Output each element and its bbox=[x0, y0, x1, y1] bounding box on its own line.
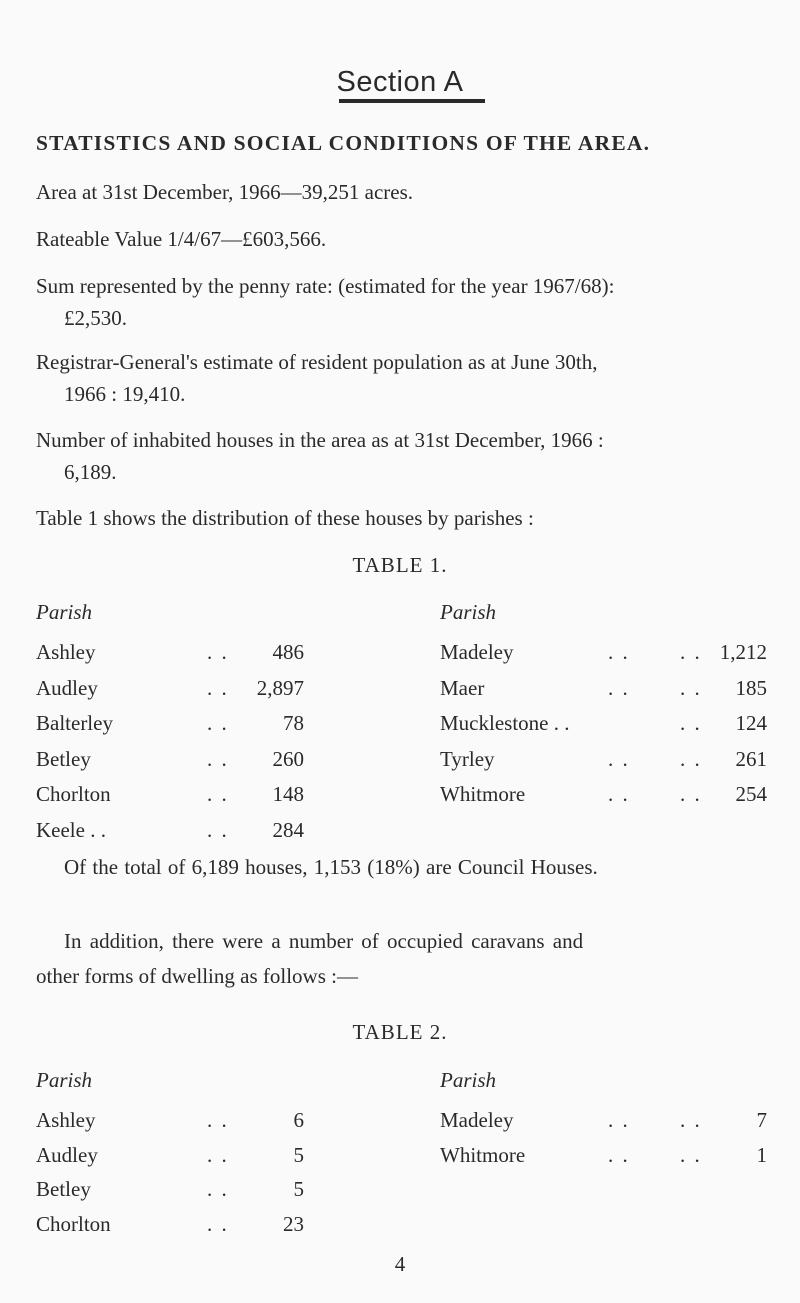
parish-name: Chorlton bbox=[36, 782, 111, 806]
table1-caption: TABLE 1. bbox=[352, 553, 448, 577]
leader-dots: . . bbox=[207, 640, 229, 664]
parish-value: 1,212 bbox=[719, 640, 767, 664]
parish-name: Mucklestone . . bbox=[440, 711, 570, 735]
parish-value: 78 bbox=[283, 711, 304, 735]
area-statement: Area at 31st December, 1966—39,251 acres. bbox=[36, 180, 414, 204]
population-line-1: Registrar-General's estimate of resident population as at June 30th, bbox=[36, 350, 598, 374]
page-number: 4 bbox=[394, 1252, 406, 1276]
leader-dots: . . bbox=[680, 1142, 702, 1167]
table2-left-header: Parish bbox=[36, 1068, 93, 1092]
parish-name: Tyrley bbox=[440, 746, 495, 771]
leader-dots: . . bbox=[207, 1211, 229, 1236]
leader-dots: . . bbox=[680, 711, 702, 735]
leader-dots: . . bbox=[608, 1108, 630, 1132]
table1-intro: Table 1 shows the distribution of these houses by parishes : bbox=[36, 506, 534, 530]
parish-name: Audley bbox=[36, 1142, 98, 1167]
parish-value: 7 bbox=[756, 1108, 767, 1132]
parish-name: Whitmore bbox=[440, 782, 526, 806]
section-title-underline bbox=[339, 99, 485, 103]
parish-name: Audley bbox=[36, 675, 98, 700]
parish-name: Keele . . bbox=[36, 817, 106, 842]
leader-dots: . . bbox=[680, 782, 702, 806]
leader-dots: . . bbox=[207, 675, 229, 700]
caravans-line-2: other forms of dwelling as follows :— bbox=[36, 964, 358, 988]
table2-caption: TABLE 2. bbox=[352, 1020, 448, 1044]
leader-dots: . . bbox=[608, 640, 630, 664]
leader-dots: . . bbox=[608, 1142, 630, 1167]
leader-dots: . . bbox=[207, 711, 229, 735]
parish-value: 5 bbox=[293, 1142, 304, 1167]
leader-dots: . . bbox=[207, 817, 229, 842]
parish-value: 284 bbox=[272, 817, 304, 842]
parish-value: 1 bbox=[756, 1142, 767, 1167]
leader-dots: . . bbox=[680, 640, 702, 664]
leader-dots: . . bbox=[608, 782, 630, 806]
page-heading: STATISTICS AND SOCIAL CONDITIONS OF THE AREA. bbox=[36, 131, 651, 155]
parish-name: Madeley bbox=[440, 1108, 514, 1132]
parish-name: Madeley bbox=[440, 640, 514, 664]
section-title: Section A bbox=[336, 66, 464, 98]
penny-rate-line-2: £2,530. bbox=[64, 306, 127, 330]
parish-value: 2,897 bbox=[256, 675, 304, 700]
council-houses-statement: Of the total of 6,189 houses, 1,153 (18%) are Council Houses. bbox=[64, 855, 598, 879]
table2-right-header: Parish bbox=[440, 1068, 497, 1092]
population-line-2: 1966 : 19,410. bbox=[64, 382, 186, 406]
parish-name: Ashley bbox=[36, 640, 96, 664]
rateable-value-statement: Rateable Value 1/4/67—£603,566. bbox=[36, 227, 327, 251]
penny-rate-line-1: Sum represented by the penny rate: (estimated for the year 1967/68): bbox=[36, 274, 615, 298]
leader-dots: . . bbox=[207, 746, 229, 771]
parish-value: 6 bbox=[293, 1108, 304, 1132]
parish-name: Maer bbox=[440, 675, 485, 700]
table1-left-header: Parish bbox=[36, 600, 93, 624]
parish-name: Betley bbox=[36, 746, 91, 771]
leader-dots: . . bbox=[680, 746, 702, 771]
leader-dots: . . bbox=[207, 1177, 229, 1201]
parish-name: Chorlton bbox=[36, 1211, 111, 1236]
leader-dots: . . bbox=[608, 675, 630, 700]
parish-value: 148 bbox=[272, 782, 304, 806]
parish-name: Betley bbox=[36, 1177, 91, 1201]
leader-dots: . . bbox=[608, 746, 630, 771]
leader-dots: . . bbox=[207, 1142, 229, 1167]
table1-right-header: Parish bbox=[440, 600, 497, 624]
houses-line-1: Number of inhabited houses in the area as at 31st December, 1966 : bbox=[36, 428, 604, 452]
leader-dots: . . bbox=[680, 1108, 702, 1132]
caravans-line-1: In addition, there were a number of occupied caravans and bbox=[64, 929, 584, 953]
parish-name: Whitmore bbox=[440, 1142, 526, 1167]
houses-line-2: 6,189. bbox=[64, 460, 117, 484]
parish-value: 254 bbox=[735, 782, 767, 806]
leader-dots: . . bbox=[207, 782, 229, 806]
leader-dots: . . bbox=[680, 675, 702, 700]
parish-value: 261 bbox=[735, 746, 767, 771]
parish-value: 5 bbox=[293, 1177, 304, 1201]
leader-dots: . . bbox=[207, 1108, 229, 1132]
parish-value: 124 bbox=[735, 711, 767, 735]
parish-value: 260 bbox=[272, 746, 304, 771]
parish-value: 23 bbox=[283, 1211, 304, 1236]
parish-name: Ashley bbox=[36, 1108, 96, 1132]
parish-value: 486 bbox=[272, 640, 304, 664]
parish-name: Balterley bbox=[36, 711, 113, 735]
parish-value: 185 bbox=[735, 675, 767, 700]
